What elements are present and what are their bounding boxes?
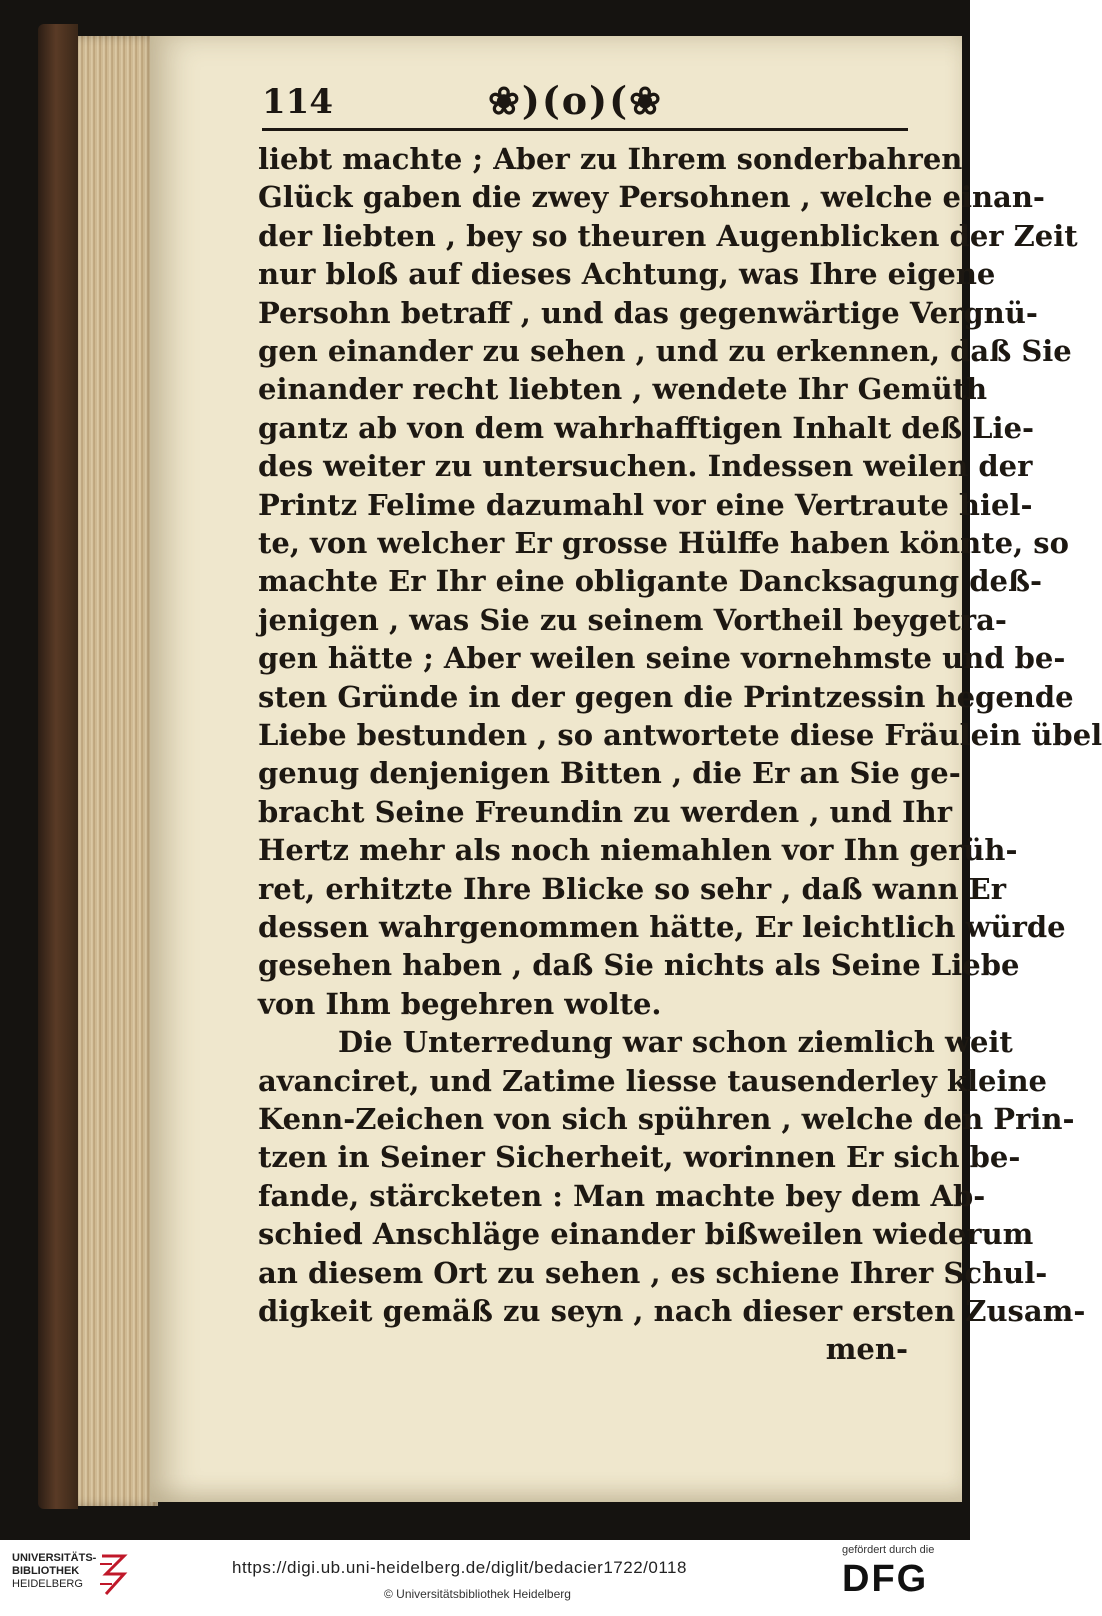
text-line: digkeit gemäß zu seyn , nach dieser ersten Zusam- [258, 1294, 1086, 1328]
viewer-footer [0, 1540, 970, 1616]
page-number: 114 [262, 82, 333, 122]
text-line: des weiter zu untersuchen. Indessen weilen der [258, 449, 1033, 484]
text-line: dessen wahrgenommen hätte, Er leichtlich würde [258, 910, 1066, 944]
text-line: liebt machte ; Aber zu Ihrem sonderbahren [258, 142, 963, 176]
page-edges [78, 36, 158, 1506]
text-line: einander recht liebten , wendete Ihr Gemüth [258, 372, 988, 407]
text-line: fande, stärcketen : Man machte bey dem Ab- [258, 1178, 986, 1213]
text-line: sten Gründe in der gegen die Printzessin hegende [258, 679, 1074, 714]
text-line: jenigen , was Sie zu seinem Vortheil beygetra- [258, 602, 1007, 637]
text-line: Liebe bestunden , so antwortete diese Fräulein übel [258, 718, 1102, 752]
text-line: Kenn-Zeichen von sich spühren , welche den Prin- [258, 1102, 1075, 1136]
text-line: tzen in Seiner Sicherheit, worinnen Er sich be- [258, 1140, 1021, 1175]
text-line: gen hätte ; Aber weilen seine vornehmste und be- [258, 641, 1066, 676]
library-name-line3: HEIDELBERG [12, 1578, 83, 1590]
text-line: Die Unterredung war schon ziemlich weit [338, 1025, 1013, 1060]
text-line: gesehen haben , daß Sie nichts als Seine Liebe [258, 948, 1020, 983]
library-name-line1: UNIVERSITÄTS- [12, 1552, 97, 1564]
text-line: te, von welcher Er grosse Hülffe haben könnte, so [258, 526, 1069, 560]
library-name-line2: BIBLIOTHEK [12, 1565, 80, 1577]
text-line: Printz Felime dazumahl vor eine Vertraute hiel- [258, 487, 1033, 522]
text-line: bracht Seine Freundin zu werden , und Ihr [258, 794, 952, 829]
dfg-logo: DFG [842, 1558, 929, 1600]
text-line: Hertz mehr als noch niemahlen vor Ihn gerüh- [258, 833, 1018, 868]
text-line: schied Anschläge einander bißweilen wiederum [258, 1217, 1034, 1252]
text-line: ret, erhitzte Ihre Blicke so sehr , daß wann Er [258, 871, 1007, 906]
text-line: gantz ab von dem wahrhafftigen Inhalt deß Lie- [258, 410, 1035, 445]
page-header [260, 78, 900, 130]
text-line: gen einander zu sehen , und zu erkennen, daß Sie [258, 334, 1072, 368]
text-line: nur bloß auf dieses Achtung, was Ihre eigene [258, 257, 996, 292]
permalink-url[interactable]: https://digi.ub.uni-heidelberg.de/diglit/bedacier1722/0118 [232, 1558, 687, 1577]
text-line: Glück gaben die zwey Persohnen , welche einan- [258, 180, 1045, 215]
text-line: avanciret, und Zatime liesse tausenderley kleine [258, 1063, 1048, 1098]
text-line: men- [825, 1332, 908, 1367]
text-line: der liebten , bey so theuren Augenblicken der Zeit [258, 218, 1078, 253]
text-line: von Ihm begehren wolte. [258, 986, 662, 1021]
funder-note: gefördert durch die [842, 1544, 935, 1556]
text-line: machte Er Ihr eine obligante Dancksagung deß- [258, 564, 1043, 599]
header-ornament: ❀)(o)(❀ [488, 78, 663, 123]
text-line: Persohn betraff , und das gegenwärtige Vergnü- [258, 295, 1038, 330]
header-rule [262, 128, 908, 131]
text-line: genug denjenigen Bitten , die Er an Sie ge- [258, 756, 961, 791]
library-mark-icon [98, 1550, 128, 1600]
copyright-notice: © Universitätsbibliothek Heidelberg [384, 1587, 571, 1601]
library-logo [12, 1552, 104, 1591]
book-cover-edge [38, 24, 78, 1509]
text-line: an diesem Ort zu sehen , es schiene Ihrer Schul- [258, 1255, 1048, 1290]
